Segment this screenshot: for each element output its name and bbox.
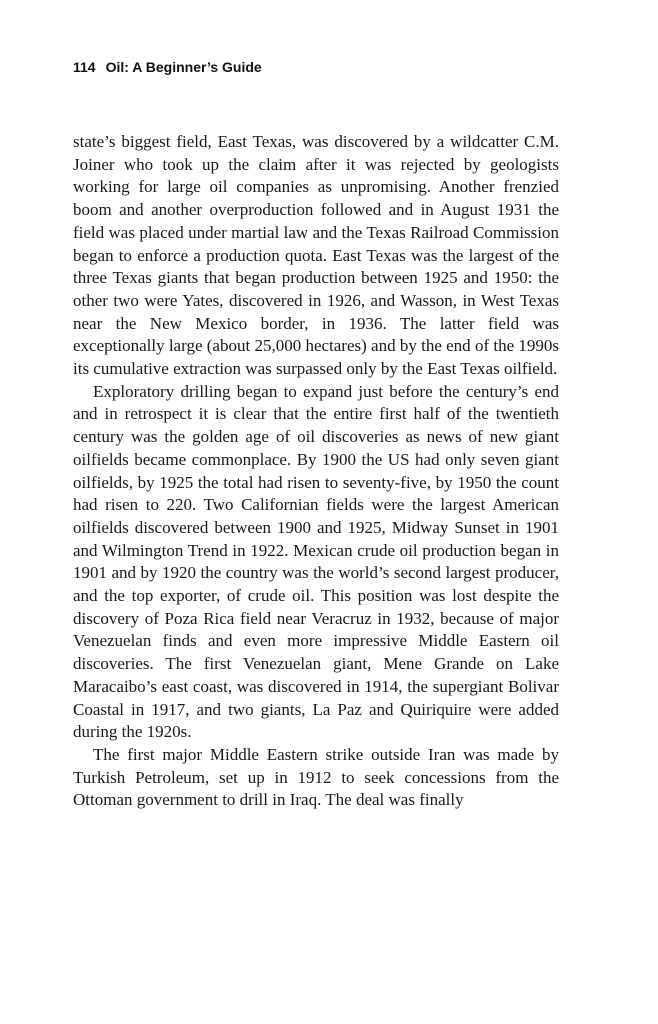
page-number: 114: [73, 59, 96, 75]
book-title: Oil: A Beginner’s Guide: [105, 59, 262, 75]
running-header: [73, 59, 262, 75]
paragraph-continued: state’s biggest field, East Texas, was discovered by a wildcatter C.M. Joiner who took up the claim after it was rejected by geologists working for large oil companies as unpromising. Another frenzied boom and another overproduction followed and in August 1931 the field was placed under martial law and the Texas Railroad Commission began to enforce a production quota. East Texas was the largest of the three Texas giants that began production between 1925 and 1950: the other two were Yates, discovered in 1926, and Wasson, in West Texas near the New Mexico border, in 1936. The latter field was exceptionally large (about 25,000 hectares) and by the end of the 1990s its cumulative extraction was surpassed only by the East Texas oilfield.: [73, 132, 559, 379]
paragraph: The first major Middle Eastern strike outside Iran was made by Turkish Petroleum, set up in 1912 to seek concessions from the Ottoman government to drill in Iraq. The deal was finally: [73, 744, 559, 810]
paragraph: Exploratory drilling began to expand just before the century’s end and in retrospect it is clear that the entire first half of the twentieth century was the golden age of oil discoveries as news of new giant oilfields became commonplace. By 1900 the US had only seven giant oilfields, by 1925 the total had risen to seventy-five, by 1950 the count had risen to 220. Two Californian fields were the largest American oilfields discovered between 1900 and 1925, Midway Sunset in 1901 and Wilmington Trend in 1922. Mexican crude oil production began in 1901 and by 1920 the country was the world’s second largest producer, and the top exporter, of crude oil. This position was lost despite the discovery of Poza Rica field near Veracruz in 1932, because of major Venezuelan finds and even more impressive Middle Eastern oil discoveries. The first Venezuelan giant, Mene Grande on Lake Maracaibo’s east coast, was discovered in 1914, the supergiant Bolivar Coastal in 1917, and two giants, La Paz and Quiriquire were added during the 1920s.: [73, 381, 559, 742]
body-text: [73, 131, 559, 812]
